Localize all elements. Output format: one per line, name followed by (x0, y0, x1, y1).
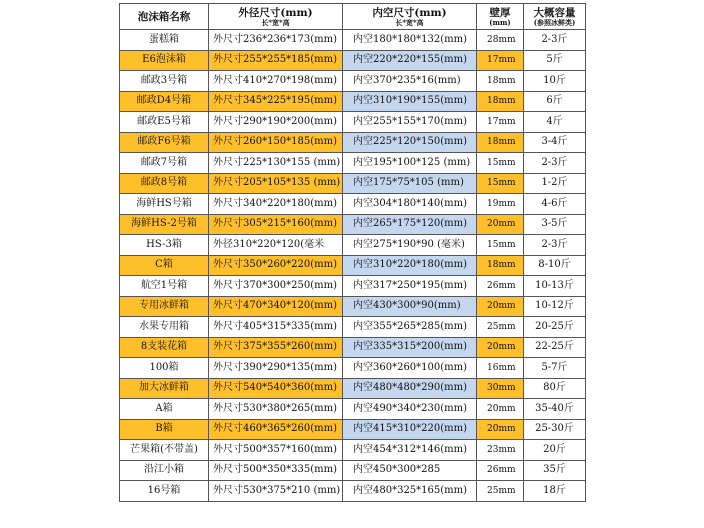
cell-inner-size: 内空370*235*16(mm) (343, 71, 477, 92)
table-row (120, 317, 586, 338)
cell-wall-thickness: 15mm (477, 173, 524, 194)
cell-box-name: 100箱 (120, 358, 209, 379)
cell-capacity: 25-30斤 (524, 419, 586, 440)
header-inner: 内空尺寸(mm) 长*宽*高 (343, 4, 477, 30)
cell-capacity: 22-25斤 (524, 337, 586, 358)
cell-inner-size: 内空265*175*120(mm) (343, 214, 477, 235)
cell-outer-size: 外尺寸460*365*260(mm) (209, 419, 343, 440)
cell-capacity: 2-3斤 (524, 153, 586, 174)
table-row (120, 91, 586, 112)
table-row (120, 460, 586, 481)
cell-outer-size: 外尺寸405*315*335(mm) (209, 317, 343, 338)
cell-wall-thickness: 28mm (477, 30, 524, 51)
cell-capacity: 2-3斤 (524, 235, 586, 256)
cell-capacity: 5-7斤 (524, 358, 586, 379)
cell-inner-size: 内空255*155*170(mm) (343, 112, 477, 133)
cell-inner-size: 内空415*310*220(mm) (343, 419, 477, 440)
cell-wall-thickness: 26mm (477, 276, 524, 297)
cell-capacity: 10-13斤 (524, 276, 586, 297)
cell-wall-thickness: 15mm (477, 235, 524, 256)
cell-capacity: 3-4斤 (524, 132, 586, 153)
cell-capacity: 18斤 (524, 481, 586, 502)
foam-box-spec-table (119, 3, 586, 502)
cell-outer-size: 外尺寸470*340*120(mm) (209, 296, 343, 317)
cell-wall-thickness: 20mm (477, 337, 524, 358)
cell-box-name: E6泡沫箱 (120, 50, 209, 71)
cell-capacity: 20斤 (524, 440, 586, 461)
cell-outer-size: 外尺寸305*215*160(mm) (209, 214, 343, 235)
cell-box-name: 邮政8号箱 (120, 173, 209, 194)
table-row (120, 358, 586, 379)
cell-inner-size: 内空175*75*105 (mm) (343, 173, 477, 194)
cell-outer-size: 外尺寸390*290*135(mm) (209, 358, 343, 379)
header-name: 泡沫箱名称 (120, 4, 209, 30)
cell-inner-size: 内空317*250*195(mm) (343, 276, 477, 297)
table-row (120, 214, 586, 235)
cell-capacity: 20-25斤 (524, 317, 586, 338)
cell-capacity: 35斤 (524, 460, 586, 481)
cell-box-name: C箱 (120, 255, 209, 276)
cell-box-name: 邮政E5号箱 (120, 112, 209, 133)
table-row (120, 276, 586, 297)
cell-outer-size: 外尺寸350*260*220(mm) (209, 255, 343, 276)
cell-outer-size: 外尺寸290*190*200(mm) (209, 112, 343, 133)
cell-outer-size: 外尺寸500*357*160(mm) (209, 440, 343, 461)
table-row (120, 378, 586, 399)
cell-wall-thickness: 16mm (477, 358, 524, 379)
cell-box-name: 邮政D4号箱 (120, 91, 209, 112)
cell-box-name: 邮政3号箱 (120, 71, 209, 92)
table-row (120, 153, 586, 174)
cell-outer-size: 外尺寸205*105*135 (mm) (209, 173, 343, 194)
cell-outer-size: 外尺寸530*380*265(mm) (209, 399, 343, 420)
cell-outer-size: 外尺寸375*355*260(mm) (209, 337, 343, 358)
table-row (120, 481, 586, 502)
cell-box-name: 加大冰鲜箱 (120, 378, 209, 399)
cell-inner-size: 内空195*100*125 (mm) (343, 153, 477, 174)
cell-inner-size: 内空180*180*132(mm) (343, 30, 477, 51)
cell-box-name: 蛋糕箱 (120, 30, 209, 51)
cell-inner-size: 内空310*220*180(mm) (343, 255, 477, 276)
cell-inner-size: 内空355*265*285(mm) (343, 317, 477, 338)
cell-box-name: 8支装花箱 (120, 337, 209, 358)
cell-outer-size: 外尺寸540*540*360(mm) (209, 378, 343, 399)
table-row (120, 50, 586, 71)
cell-wall-thickness: 17mm (477, 112, 524, 133)
cell-wall-thickness: 19mm (477, 194, 524, 215)
cell-capacity: 10-12斤 (524, 296, 586, 317)
cell-outer-size: 外尺寸225*130*155 (mm) (209, 153, 343, 174)
table-row (120, 419, 586, 440)
cell-inner-size: 内空450*300*285 (343, 460, 477, 481)
cell-capacity: 2-3斤 (524, 30, 586, 51)
cell-inner-size: 内空490*340*230(mm) (343, 399, 477, 420)
cell-capacity: 3-5斤 (524, 214, 586, 235)
cell-outer-size: 外尺寸340*220*180(mm) (209, 194, 343, 215)
cell-wall-thickness: 18mm (477, 71, 524, 92)
table-row (120, 255, 586, 276)
cell-capacity: 1-2斤 (524, 173, 586, 194)
cell-box-name: 海鲜HS-2号箱 (120, 214, 209, 235)
cell-inner-size: 内空225*120*150(mm) (343, 132, 477, 153)
cell-box-name: 沿江小箱 (120, 460, 209, 481)
cell-wall-thickness: 18mm (477, 91, 524, 112)
cell-wall-thickness: 25mm (477, 317, 524, 338)
header-capacity: 大概容量 (参照冰鲜类) (524, 4, 586, 30)
cell-wall-thickness: 30mm (477, 378, 524, 399)
cell-box-name: 芒果箱(不带盖) (120, 440, 209, 461)
cell-inner-size: 内空360*260*100(mm) (343, 358, 477, 379)
cell-inner-size: 内空430*300*90(mm) (343, 296, 477, 317)
cell-box-name: B箱 (120, 419, 209, 440)
table-row (120, 194, 586, 215)
cell-wall-thickness: 18mm (477, 255, 524, 276)
cell-inner-size: 内空454*312*146(mm) (343, 440, 477, 461)
cell-box-name: 海鲜HS号箱 (120, 194, 209, 215)
cell-wall-thickness: 18mm (477, 132, 524, 153)
header-row (120, 4, 586, 30)
cell-capacity: 5斤 (524, 50, 586, 71)
header-outer: 外径尺寸(mm) 长*宽*高 (209, 4, 343, 30)
cell-wall-thickness: 23mm (477, 440, 524, 461)
cell-capacity: 80斤 (524, 378, 586, 399)
cell-inner-size: 内空335*315*200(mm) (343, 337, 477, 358)
cell-wall-thickness: 25mm (477, 481, 524, 502)
table-row (120, 440, 586, 461)
cell-capacity: 35-40斤 (524, 399, 586, 420)
cell-box-name: HS-3箱 (120, 235, 209, 256)
cell-outer-size: 外尺寸370*300*250(mm) (209, 276, 343, 297)
table-row (120, 71, 586, 92)
cell-capacity: 8-10斤 (524, 255, 586, 276)
cell-outer-size: 外尺寸500*350*335(mm) (209, 460, 343, 481)
header-wall: 壁厚 (mm) (477, 4, 524, 30)
cell-capacity: 4-6斤 (524, 194, 586, 215)
cell-inner-size: 内空304*180*140(mm) (343, 194, 477, 215)
cell-capacity: 10斤 (524, 71, 586, 92)
cell-outer-size: 外尺寸236*236*173(mm) (209, 30, 343, 51)
table-row (120, 30, 586, 51)
cell-capacity: 6斤 (524, 91, 586, 112)
cell-outer-size: 外尺寸345*225*195(mm) (209, 91, 343, 112)
cell-wall-thickness: 17mm (477, 50, 524, 71)
table-row (120, 296, 586, 317)
cell-wall-thickness: 20mm (477, 399, 524, 420)
cell-inner-size: 内空220*220*155(mm) (343, 50, 477, 71)
table-row (120, 132, 586, 153)
table-row (120, 235, 586, 256)
cell-wall-thickness: 15mm (477, 153, 524, 174)
cell-inner-size: 内空310*190*155(mm) (343, 91, 477, 112)
cell-box-name: 邮政7号箱 (120, 153, 209, 174)
cell-box-name: 16号箱 (120, 481, 209, 502)
cell-wall-thickness: 20mm (477, 296, 524, 317)
cell-inner-size: 内空480*325*165(mm) (343, 481, 477, 502)
cell-outer-size: 外尺寸530*375*210 (mm) (209, 481, 343, 502)
cell-wall-thickness: 26mm (477, 460, 524, 481)
cell-inner-size: 内空275*190*90 (毫米) (343, 235, 477, 256)
cell-capacity: 4斤 (524, 112, 586, 133)
cell-box-name: 邮政F6号箱 (120, 132, 209, 153)
cell-wall-thickness: 20mm (477, 419, 524, 440)
table-row (120, 399, 586, 420)
cell-box-name: A箱 (120, 399, 209, 420)
table-row (120, 112, 586, 133)
cell-box-name: 专用冰鲜箱 (120, 296, 209, 317)
cell-box-name: 水果专用箱 (120, 317, 209, 338)
cell-outer-size: 外尺寸260*150*185(mm) (209, 132, 343, 153)
cell-box-name: 航空1号箱 (120, 276, 209, 297)
cell-wall-thickness: 20mm (477, 214, 524, 235)
table-row (120, 173, 586, 194)
cell-outer-size: 外尺寸255*255*185(mm) (209, 50, 343, 71)
cell-inner-size: 内空480*480*290(mm) (343, 378, 477, 399)
cell-outer-size: 外径310*220*120(毫米 (209, 235, 343, 256)
table-row (120, 337, 586, 358)
cell-outer-size: 外尺寸410*270*198(mm) (209, 71, 343, 92)
